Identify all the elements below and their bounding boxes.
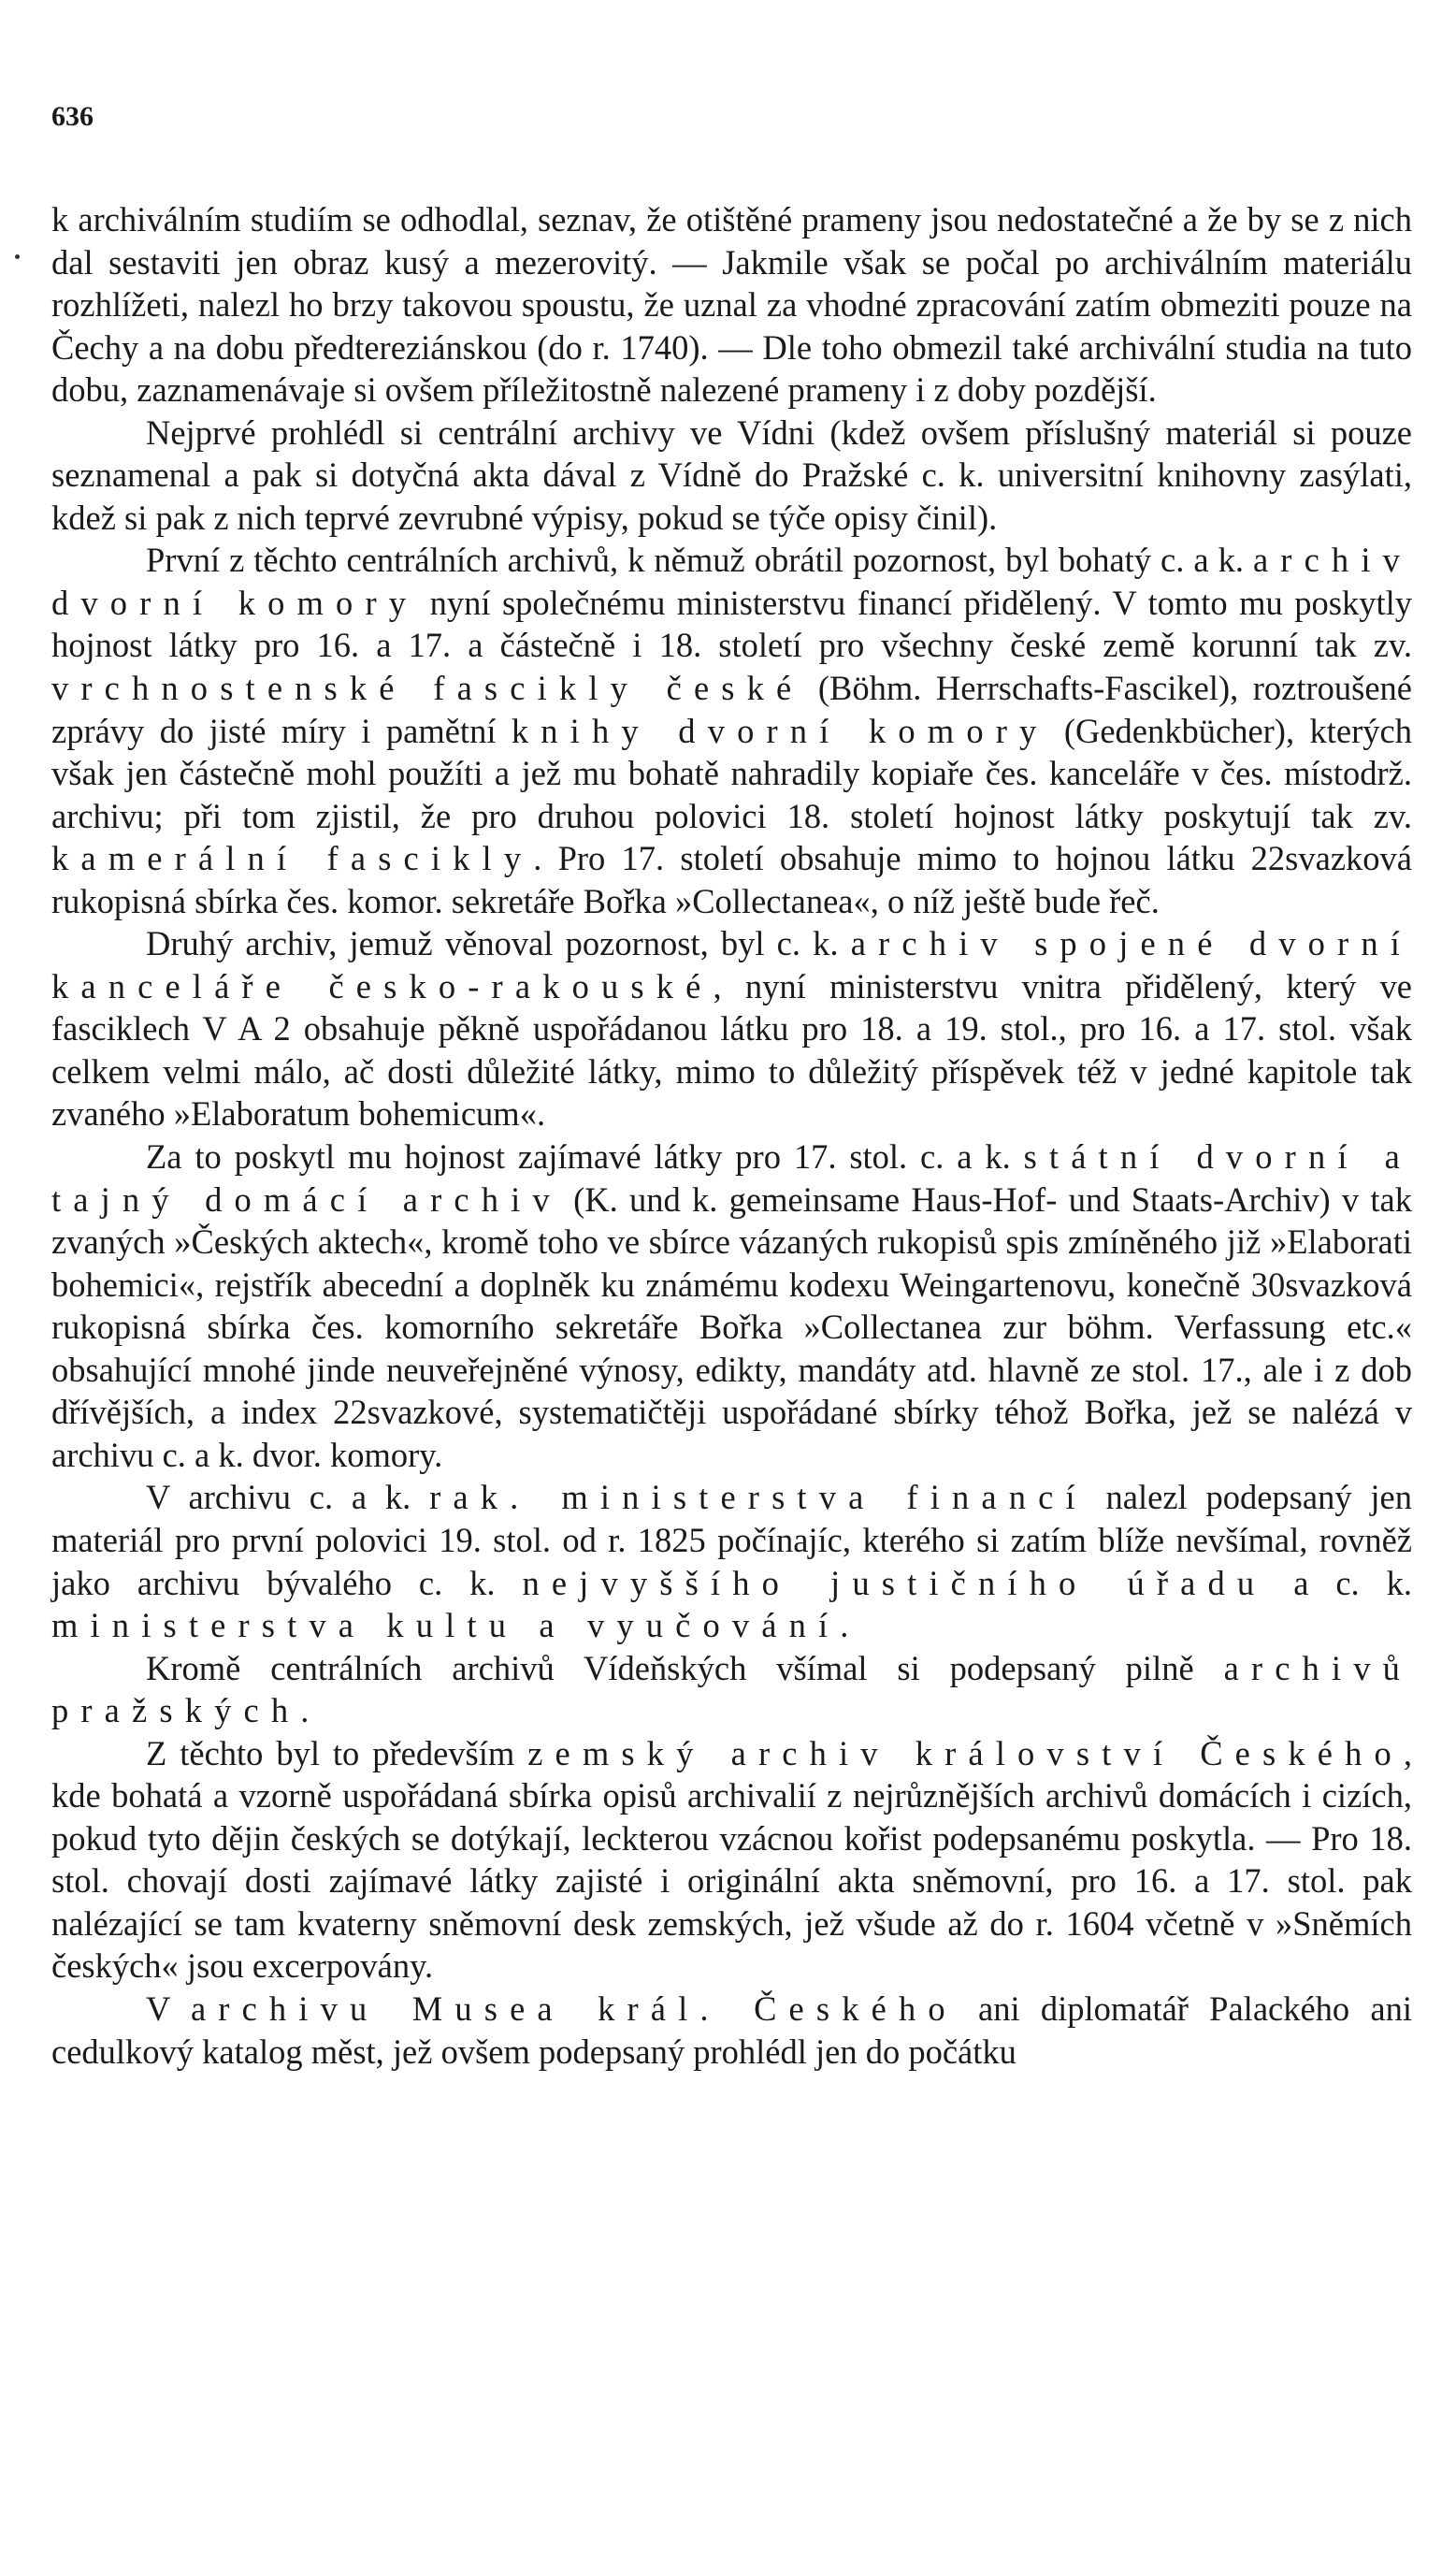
spaced-emphasis: knihy dvorní komory — [511, 711, 1049, 750]
spaced-emphasis: kamerální fascikly — [51, 839, 534, 878]
paragraph — [51, 1135, 1412, 1476]
paragraph — [51, 539, 1412, 922]
text-run: (Böhm. Herrschafts-Fascikel), roztroušené zprávy do jisté míry i pamětní — [51, 669, 1412, 750]
paragraph — [51, 1988, 1412, 2073]
text-run: V — [146, 1989, 191, 2028]
paragraph — [51, 412, 1412, 540]
margin-speck — [15, 254, 20, 259]
spaced-emphasis: archivů pražských — [51, 1648, 1412, 1730]
text-run: Za to poskytl mu hojnost zajímavé látky pro 17. stol. c. a k. — [146, 1137, 1024, 1177]
spaced-emphasis: ministerstva kultu a vyučování — [51, 1606, 841, 1645]
text-run: . — [300, 1691, 310, 1730]
text-run: . Pro 17. století obsahuje mimo to hojnou látku 22svazková rukopisná sbírka čes. komor. sekretáře Bořka »Collectanea«, o níž ještě bude řeč. — [51, 839, 1412, 920]
text-run: a c. k. — [1266, 1563, 1412, 1602]
spaced-emphasis: rak. ministerstva financí — [429, 1478, 1088, 1517]
text-run: Nejprvé prohlédl si centrální archivy ve Vídni (kdež ovšem příslušný materiál si pouze seznamenal a pak si dotyčná akta dával z Vídně do Pražské c. k. universitní knihovny zasýlati, kdež si pak z nich teprvé zevrubné výpisy, pokud se týče opisy činil). — [51, 412, 1412, 537]
text-run: V archivu c. a k. — [146, 1478, 430, 1517]
spaced-emphasis: archiv spojené dvorní kanceláře česko-rakouské — [51, 924, 1412, 1005]
text-run: k archiválním studiím se odhodlal, seznav, že otištěné prameny jsou nedostatečné a že by se z nich dal sestaviti jen obraz kusý a mezerovitý. — Jakmile však se počal po archiválním materiálu rozhlížeti, nalezl ho brzy takovou spoustu, že uznal za vhodné zpracování zatím obmeziti pouze na Čechy a na dobu předtereziánskou (do r. 1740). — Dle toho obmezil také archivální studia na tuto dobu, zaznamenávaje si ovšem příležitostně nalezené prameny i z doby pozdější. — [51, 200, 1412, 410]
text-run: . — [840, 1606, 849, 1645]
paragraph — [51, 1476, 1412, 1646]
spaced-emphasis: vrchnostenské fascikly české — [51, 669, 804, 708]
paragraph — [51, 198, 1412, 412]
page-number: 636 — [51, 101, 94, 132]
text-run: nyní společnému ministerstvu financí přidělený. V tomto mu poskytly hojnost látky pro 16. a 17. a částečně i 18. století pro všechny české země korunní tak zv. — [51, 583, 1412, 665]
text-run: Z těchto byl to především — [146, 1733, 528, 1772]
text-run: Druhý archiv, jemuž věnoval pozornost, byl c. k. — [146, 924, 851, 963]
text-run: nalezl podepsaný jen materiál pro první polovici 19. stol. od r. 1825 počínajíc, kterého si zatím blíže nevšímal, rovněž jako archivu bývalého c. k. — [51, 1478, 1412, 1602]
spaced-emphasis: nejvyššího justičního úřadu — [522, 1563, 1267, 1602]
text-run: (K. und k. gemeinsame Haus-Hof- und Staats-Archiv) v tak zvaných »Českých aktech«, kromě toho ve sbírce vázaných rukopisů spis zmíněného již »Elaborati bohemici«, rejstřík abecední a doplněk ku známému kodexu Weingartenovu, konečně 30svazková rukopisná sbírka čes. komorního sekretáře Bořka »Collectanea zur böhm. Verfassung etc.« obsahující mnohé jinde neuveřejněné výnosy, edikty, mandáty atd. hlavně ze stol. 17., ale i z dob dřívějších, a index 22svazkové, systematičtěji uspořádané sbírky téhož Bořka, jež se nalézá v archivu c. a k. dvor. komory. — [51, 1179, 1412, 1474]
text-run: První z těchto centrálních archivů, k němuž obrátil pozornost, byl bohatý c. a k. — [146, 541, 1253, 580]
spaced-emphasis: archiv dvorní komory — [51, 541, 1412, 622]
spaced-emphasis: státní dvorní a tajný domácí archiv — [51, 1137, 1412, 1219]
text-run: , kde bohatá a vzorně uspořádaná sbírka opisů archivalií z nejrůznějších archivů domácích i cizích, pokud tyto dějin českých se dotýkají, leckterou vzácnou kořist podepsanému poskytla. — Pro 18. stol. chovají dosti zajímavé látky zajisté i originální akta sněmovní, pro 16. a 17. stol. pak nalézající se tam kvaterny sněmovní desk zemských, jež všude až do r. 1604 včetně v »Sněmích českých« jsou excerpovány. — [51, 1733, 1412, 1986]
paragraph — [51, 1732, 1412, 1988]
text-run: (Gedenkbücher), kterých však jen částečně mohl použíti a jež mu bohatě nahradily kopiaře čes. kanceláře v čes. místodrž. archivu; při tom zjistil, že pro druhou polovici 18. století hojnost látky poskytují tak zv. — [51, 711, 1412, 835]
paragraph — [51, 922, 1412, 1135]
spaced-emphasis: zemský archiv království Českého — [527, 1733, 1404, 1772]
paragraph — [51, 1647, 1412, 1732]
body-text — [51, 198, 1412, 2073]
spaced-emphasis: archivu Musea král. Českého — [190, 1989, 958, 2028]
text-run: ani diplomatář Palackého ani cedulkový katalog měst, jež ovšem podepsaný prohlédl jen do počátku — [51, 1989, 1413, 2071]
text-run: Kromě centrálních archivů Vídeňských všímal si podepsaný pilně — [146, 1648, 1224, 1687]
text-run: , nyní ministerstvu vnitra přidělený, který ve fasciklech V A 2 obsahuje pěkně uspořádanou látku pro 18. a 19. stol., pro 16. a 17. stol. však celkem velmi málo, ač dosti důležité látky, mimo to důležitý příspěvek též v jedné kapitole tak zvaného »Elaboratum bohemicum«. — [51, 966, 1412, 1134]
